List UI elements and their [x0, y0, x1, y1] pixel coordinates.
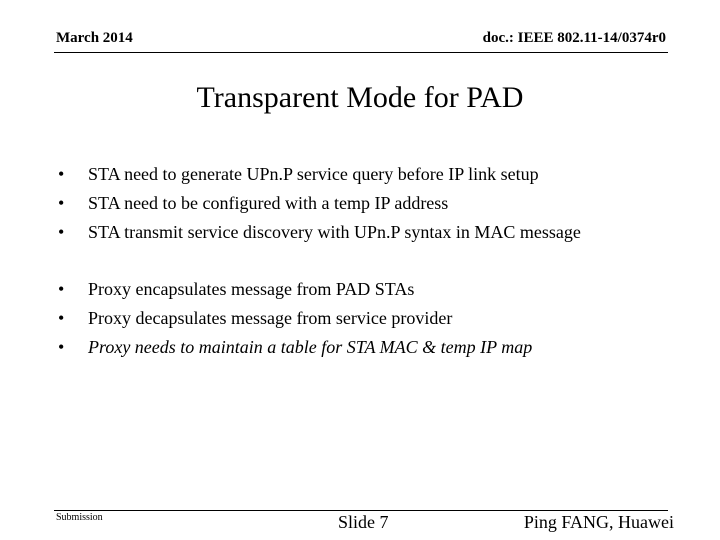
- bullet-item: [56, 160, 676, 189]
- bullet-text: Proxy encapsulates message from PAD STAs: [88, 279, 415, 299]
- footer-author: Ping FANG, Huawei: [523, 512, 674, 532]
- header-date: March 2014: [56, 30, 133, 46]
- bullet-item: [56, 189, 676, 218]
- header-doc-id: doc.: IEEE 802.11-14/0374r0: [482, 30, 666, 46]
- bullet-text: STA need to be configured with a temp IP address: [88, 193, 449, 213]
- bullet-text: STA transmit service discovery with UPn.P syntax in MAC message: [88, 222, 581, 242]
- bullet-dot: •: [58, 164, 65, 184]
- bullet-dot: •: [58, 193, 65, 213]
- bullet-text: STA need to generate UPn.P service query before IP link setup: [88, 164, 539, 184]
- bullet-item: [56, 275, 676, 304]
- header-divider: [54, 52, 668, 53]
- bullet-item: [56, 333, 676, 362]
- bullet-list-sta: [56, 160, 676, 247]
- bullet-dot: •: [58, 337, 65, 357]
- bullet-text: Proxy decapsulates message from service provider: [88, 308, 453, 328]
- bullet-dot: •: [58, 222, 65, 242]
- bullet-dot: •: [58, 308, 65, 328]
- footer-divider: [54, 510, 668, 511]
- footer-slide-number: Slide 7: [338, 512, 389, 532]
- bullet-item: [56, 304, 676, 333]
- bullet-list-proxy: [56, 275, 676, 362]
- bullet-text: Proxy needs to maintain a table for STA MAC & temp IP map: [88, 337, 533, 357]
- bullet-dot: •: [58, 279, 65, 299]
- footer-submission: Submission: [56, 512, 103, 523]
- slide-title: Transparent Mode for PAD: [196, 81, 524, 114]
- bullet-item: [56, 218, 676, 247]
